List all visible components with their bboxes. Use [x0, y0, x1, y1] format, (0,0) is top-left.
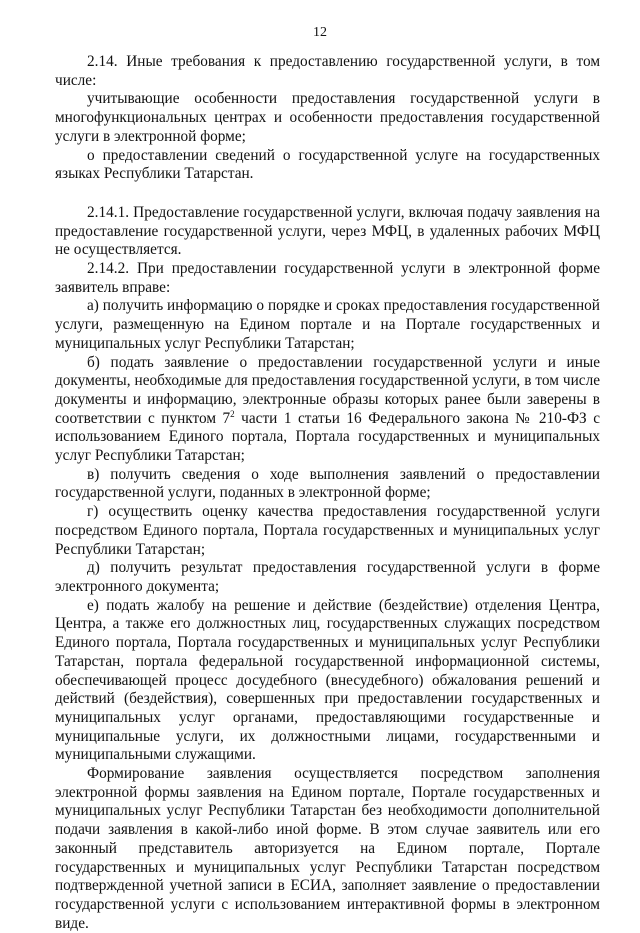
list-item-b-superscript: 2	[230, 408, 235, 419]
list-item-a: а) получить информацию о порядке и сроках предоставления государственной услуги, размещенную на Едином портале и на Портале государственных и муниципальных услуг Республики Татарстан;	[55, 297, 600, 352]
paragraph-2-14-2: 2.14.2. При предоставлении государственной услуги в электронной форме заявитель вправе:	[55, 260, 600, 296]
section-spacer	[55, 184, 600, 204]
list-item-b-text-start: б) подать заявление о предоставлении государственной услуги и иные документы, необходимые для предоставления государственной услуги, в том числе документы и информацию, электронные образы которых ранее были заверены в соответствии с пунктом 7	[55, 353, 600, 427]
list-item-b	[55, 354, 600, 466]
list-item-d: д) получить результат предоставления государственной услуги в форме электронного документа;	[55, 559, 600, 595]
page-number: 12	[313, 25, 327, 40]
list-item-g: г) осуществить оценку качества предоставления государственной услуги посредством Единого портала, Портала государственных и муниципальных услуг Республики Татарстан;	[55, 503, 600, 558]
list-item-e: е) подать жалобу на решение и действие (бездействие) отделения Центра, Центра, а также его должностных лиц, государственных служащих посредством Единого портала, Портала государственных и муниципальных услуг Республики Татарстан, портала федеральной государственной информационной системы, обеспечивающей процесс досудебного (внесудебного) обжалования решений и действий (бездействия), совершенных при предоставлении государственных и муниципальных услуг органами, предоставляющими государственные и муниципальные услуги, их должностными лицами, государственными и муниципальными служащими.	[55, 596, 600, 764]
paragraph-2-14-state-languages: о предоставлении сведений о государственной услуге на государственных языках Республики Татарстан.	[55, 146, 600, 183]
document-body	[55, 53, 600, 933]
paragraph-2-14-mfc-features: учитывающие особенности предоставления государственной услуги в многофункциональных центрах и особенности предоставления государственной услуги в электронной форме;	[55, 90, 600, 145]
list-item-b-text-end: части 1 статьи 16 Федерального закона № 210-ФЗ с использованием Единого портала, Портала государственных и муниципальных услуг Республики Татарстан;	[55, 409, 600, 465]
paragraph-2-14-1: 2.14.1. Предоставление государственной услуги, включая подачу заявления на предоставление государственной услуги, через МФЦ, в удаленных рабочих МФЦ не осуществляется.	[55, 203, 600, 259]
list-item-v: в) получить сведения о ходе выполнения заявлений о предоставлении государственной услуги, поданных в электронной форме;	[55, 465, 600, 502]
paragraph-2-14: 2.14. Иные требования к предоставлению государственной услуги, в том числе:	[55, 53, 600, 89]
paragraph-form-submission: Формирование заявления осуществляется посредством заполнения электронной формы заявления на Едином портале, Портале государственных и муниципальных услуг Республики Татарстан без необходимости дополнительной подачи заявления в какой-либо иной форме. В этом случае заявитель или его законный представитель авторизуется на Едином портале, Портале государственных и муниципальных услуг Республики Татарстан посредством подтвержденной учетной записи в ЕСИА, заполняет заявление о предоставлении государственной услуги с использованием интерактивной формы в электронном виде.	[55, 765, 600, 932]
